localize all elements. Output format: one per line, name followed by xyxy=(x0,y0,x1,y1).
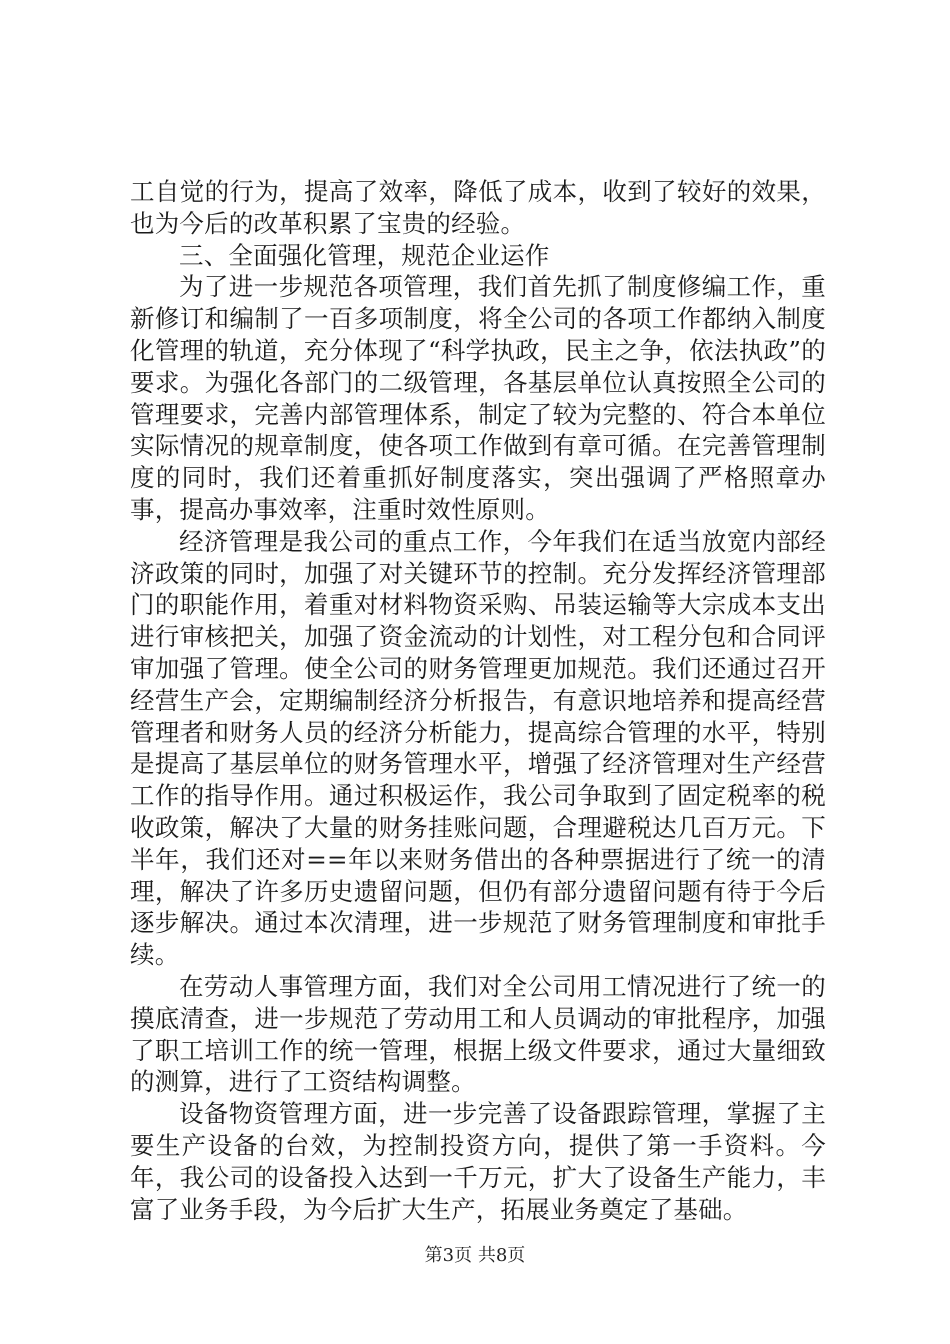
paragraph-equipment-management: 设备物资管理方面，进一步完善了设备跟踪管理，掌握了主要生产设备的台效，为控制投资方向，提供了第一手资料。今年，我公司的设备投入达到一千万元，扩大了设备生产能力，丰富了业务手段，为今后扩大生产，拓展业务奠定了基础。 xyxy=(130,1099,826,1224)
section-heading: 三、全面强化管理，规范企业运作 xyxy=(179,240,550,270)
page-footer: 第3页 共8页 xyxy=(424,1245,526,1266)
paragraph-economic-management: 经济管理是我公司的重点工作，今年我们在适当放宽内部经济政策的同时，加强了对关键环节的控制。充分发挥经济管理部门的职能作用，着重对材料物资采购、吊装运输等大宗成本支出进行审核把关，加强了资金流动的计划性，对工程分包和合同评审加强了管理。使全公司的财务管理更加规范。我们还通过召开经营生产会，定期编制经济分析报告，有意识地培养和提高经营管理者和财务人员的经济分析能力，提高综合管理的水平，特别是提高了基层单位的财务管理水平，增强了经济管理对生产经营工作的指导作用。通过积极运作，我公司争取到了固定税率的税收政策，解决了大量的财务挂账问题，合理避税达几百万元。下半年，我们还对==年以来财务借出的各种票据进行了统一的清理，解决了许多历史遗留问题，但仍有部分遗留问题有待于今后逐步解决。通过本次清理，进一步规范了财务管理制度和审批手续。 xyxy=(130,526,826,970)
paragraph-continuation: 工自觉的行为，提高了效率，降低了成本，收到了较好的效果，也为今后的改革积累了宝贵的经验。 xyxy=(130,177,826,238)
document-body xyxy=(130,176,826,1225)
paragraph-system-management: 为了进一步规范各项管理，我们首先抓了制度修编工作，重新修订和编制了一百多项制度，将全公司的各项工作都纳入制度化管理的轨道，充分体现了“科学执政，民主之争，依法执政”的要求。为强化各部门的二级管理，各基层单位认真按照全公司的管理要求，完善内部管理体系，制定了较为完整的、符合本单位实际情况的规章制度，使各项工作做到有章可循。在完善管理制度的同时，我们还着重抓好制度落实，突出强调了严格照章办事，提高办事效率，注重时效性原则。 xyxy=(130,272,826,524)
paragraph-labor-management: 在劳动人事管理方面，我们对全公司用工情况进行了统一的摸底清查，进一步规范了劳动用工和人员调动的审批程序，加强了职工培训工作的统一管理，根据上级文件要求，通过大量细致的测算，进行了工资结构调整。 xyxy=(130,971,826,1097)
